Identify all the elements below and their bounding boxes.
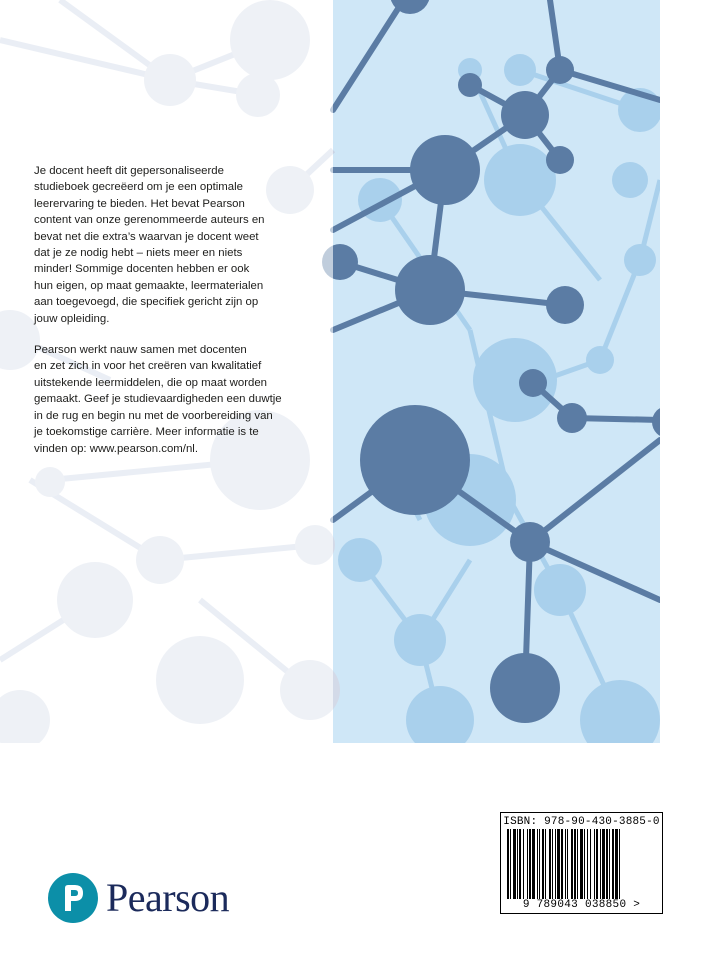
barcode-digits: 9 789043 038850 > [522, 899, 641, 911]
barcode-bar [529, 829, 531, 899]
barcode-bar [615, 829, 618, 899]
barcode-bar [587, 829, 588, 899]
barcode-bar [523, 829, 524, 899]
barcode-bar [537, 829, 538, 899]
barcode-bar [532, 829, 535, 899]
blurb-paragraph-1: Je docent heeft dit gepersonaliseerde studieboek gecreëerd om je een optimale leerervaring te bieden. Het bevat Pearson content van onze gerenommeerde auteurs en bevat net die extra’s waarvan je docent weet dat je ze nodig hebt – niets meer en niets minder! Sommige docenten hebben er ook hun eigen, op maat gemaakte, leermaterialen aan toegevoegd, die specifiek gericht zijn op jouw opleiding. [34, 165, 265, 325]
isbn-label: ISBN: 978-90-430-3885-0 [503, 816, 660, 828]
barcode-bar [561, 829, 563, 899]
barcode-bar [600, 829, 601, 899]
barcode-bar [513, 829, 516, 899]
barcode-bar [510, 829, 511, 899]
barcode-bar [565, 829, 566, 899]
barcode-bar [602, 829, 605, 899]
publisher-name: Pearson [106, 875, 230, 920]
barcode-bar [577, 829, 578, 899]
barcode-bar [567, 829, 568, 899]
barcode-bar [517, 829, 518, 899]
barcode-bar [552, 829, 553, 899]
blurb-paragraph-2: Pearson werkt nauw samen met docenten en zet zich in voor het creëren van kwalitatief uitstekende leermiddelen, die op maat worden gemaakt. Geef je studievaardigheden een duwtje in de rug en begin nu met de voorbereiding van je toekomstige carrière. Meer informatie is te vinden op: www.pearson.com/nl. [34, 344, 282, 455]
barcode-bar [519, 829, 521, 899]
barcode-bar [574, 829, 576, 899]
barcode-bar [557, 829, 560, 899]
barcode-bar [612, 829, 614, 899]
barcode-bar [542, 829, 544, 899]
barcode-bar [590, 829, 591, 899]
barcode-bar [609, 829, 610, 899]
barcode-bar [594, 829, 595, 899]
barcode-bar [527, 829, 528, 899]
barcode-bar [596, 829, 598, 899]
barcode-bar [584, 829, 585, 899]
barcode-bar [549, 829, 551, 899]
back-cover-blurb [34, 163, 330, 472]
barcode-bars [507, 829, 656, 899]
barcode-bar [619, 829, 620, 899]
barcode-bar [507, 829, 509, 899]
barcode-bar [580, 829, 583, 899]
pearson-p-icon [48, 873, 98, 923]
barcode-bar [555, 829, 556, 899]
publisher-logo [48, 870, 229, 926]
barcode-bar [571, 829, 573, 899]
barcode-bar [606, 829, 608, 899]
barcode-bar [545, 829, 546, 899]
isbn-barcode [500, 812, 663, 914]
barcode-bar [539, 829, 540, 899]
